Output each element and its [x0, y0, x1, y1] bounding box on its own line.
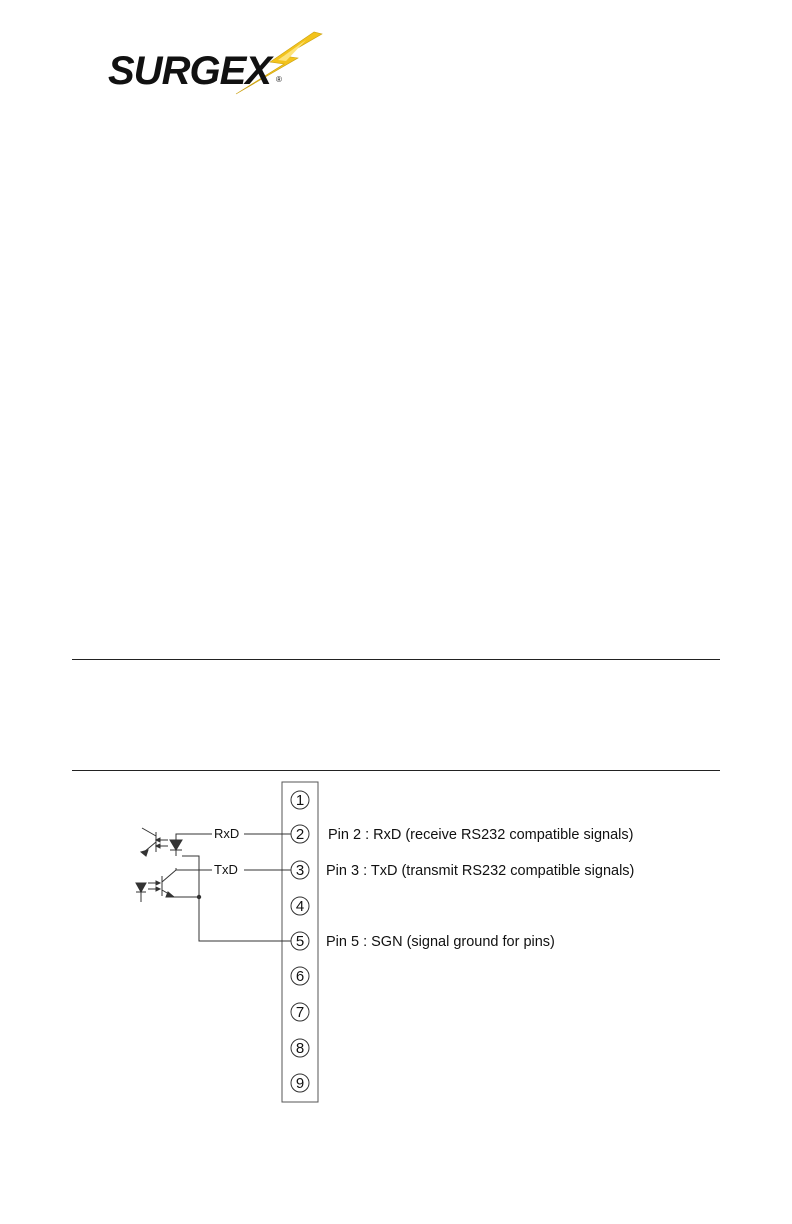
logo-wordmark: SURGEX	[108, 49, 271, 93]
pin-number: 1	[295, 792, 305, 809]
ground-wire-upper	[182, 856, 199, 897]
pin-number: 4	[295, 898, 305, 915]
rxd-label: RxD	[214, 826, 240, 841]
pinout-graphic	[0, 770, 792, 1120]
pin-number: 3	[295, 862, 305, 879]
rs232-pinout-diagram	[0, 770, 792, 1120]
pin-number: 9	[295, 1075, 305, 1092]
pin-5-description: Pin 5 : SGN (signal ground for pins)	[326, 934, 555, 950]
pin-number: 5	[295, 933, 305, 950]
txd-wire	[176, 868, 212, 870]
pin-2-description: Pin 2 : RxD (receive RS232 compatible signals)	[328, 827, 634, 843]
pin-number: 2	[295, 826, 305, 843]
pin-3-description: Pin 3 : TxD (transmit RS232 compatible signals)	[326, 863, 635, 879]
ground-junction-dot	[197, 895, 201, 899]
optocoupler-receive	[141, 828, 182, 856]
wiring	[174, 834, 291, 941]
registered-mark: ®	[276, 75, 282, 84]
surgex-logo	[100, 28, 330, 100]
ground-wire	[174, 897, 291, 941]
txd-label: TxD	[214, 862, 238, 877]
optocoupler-transmit	[136, 870, 176, 902]
surgex-logo-graphic	[100, 28, 330, 100]
pin-number: 6	[295, 968, 305, 985]
section-rule-top	[72, 659, 720, 660]
pin-numbers	[296, 792, 304, 1092]
pin-number: 7	[295, 1004, 305, 1021]
pin-number: 8	[295, 1040, 305, 1057]
